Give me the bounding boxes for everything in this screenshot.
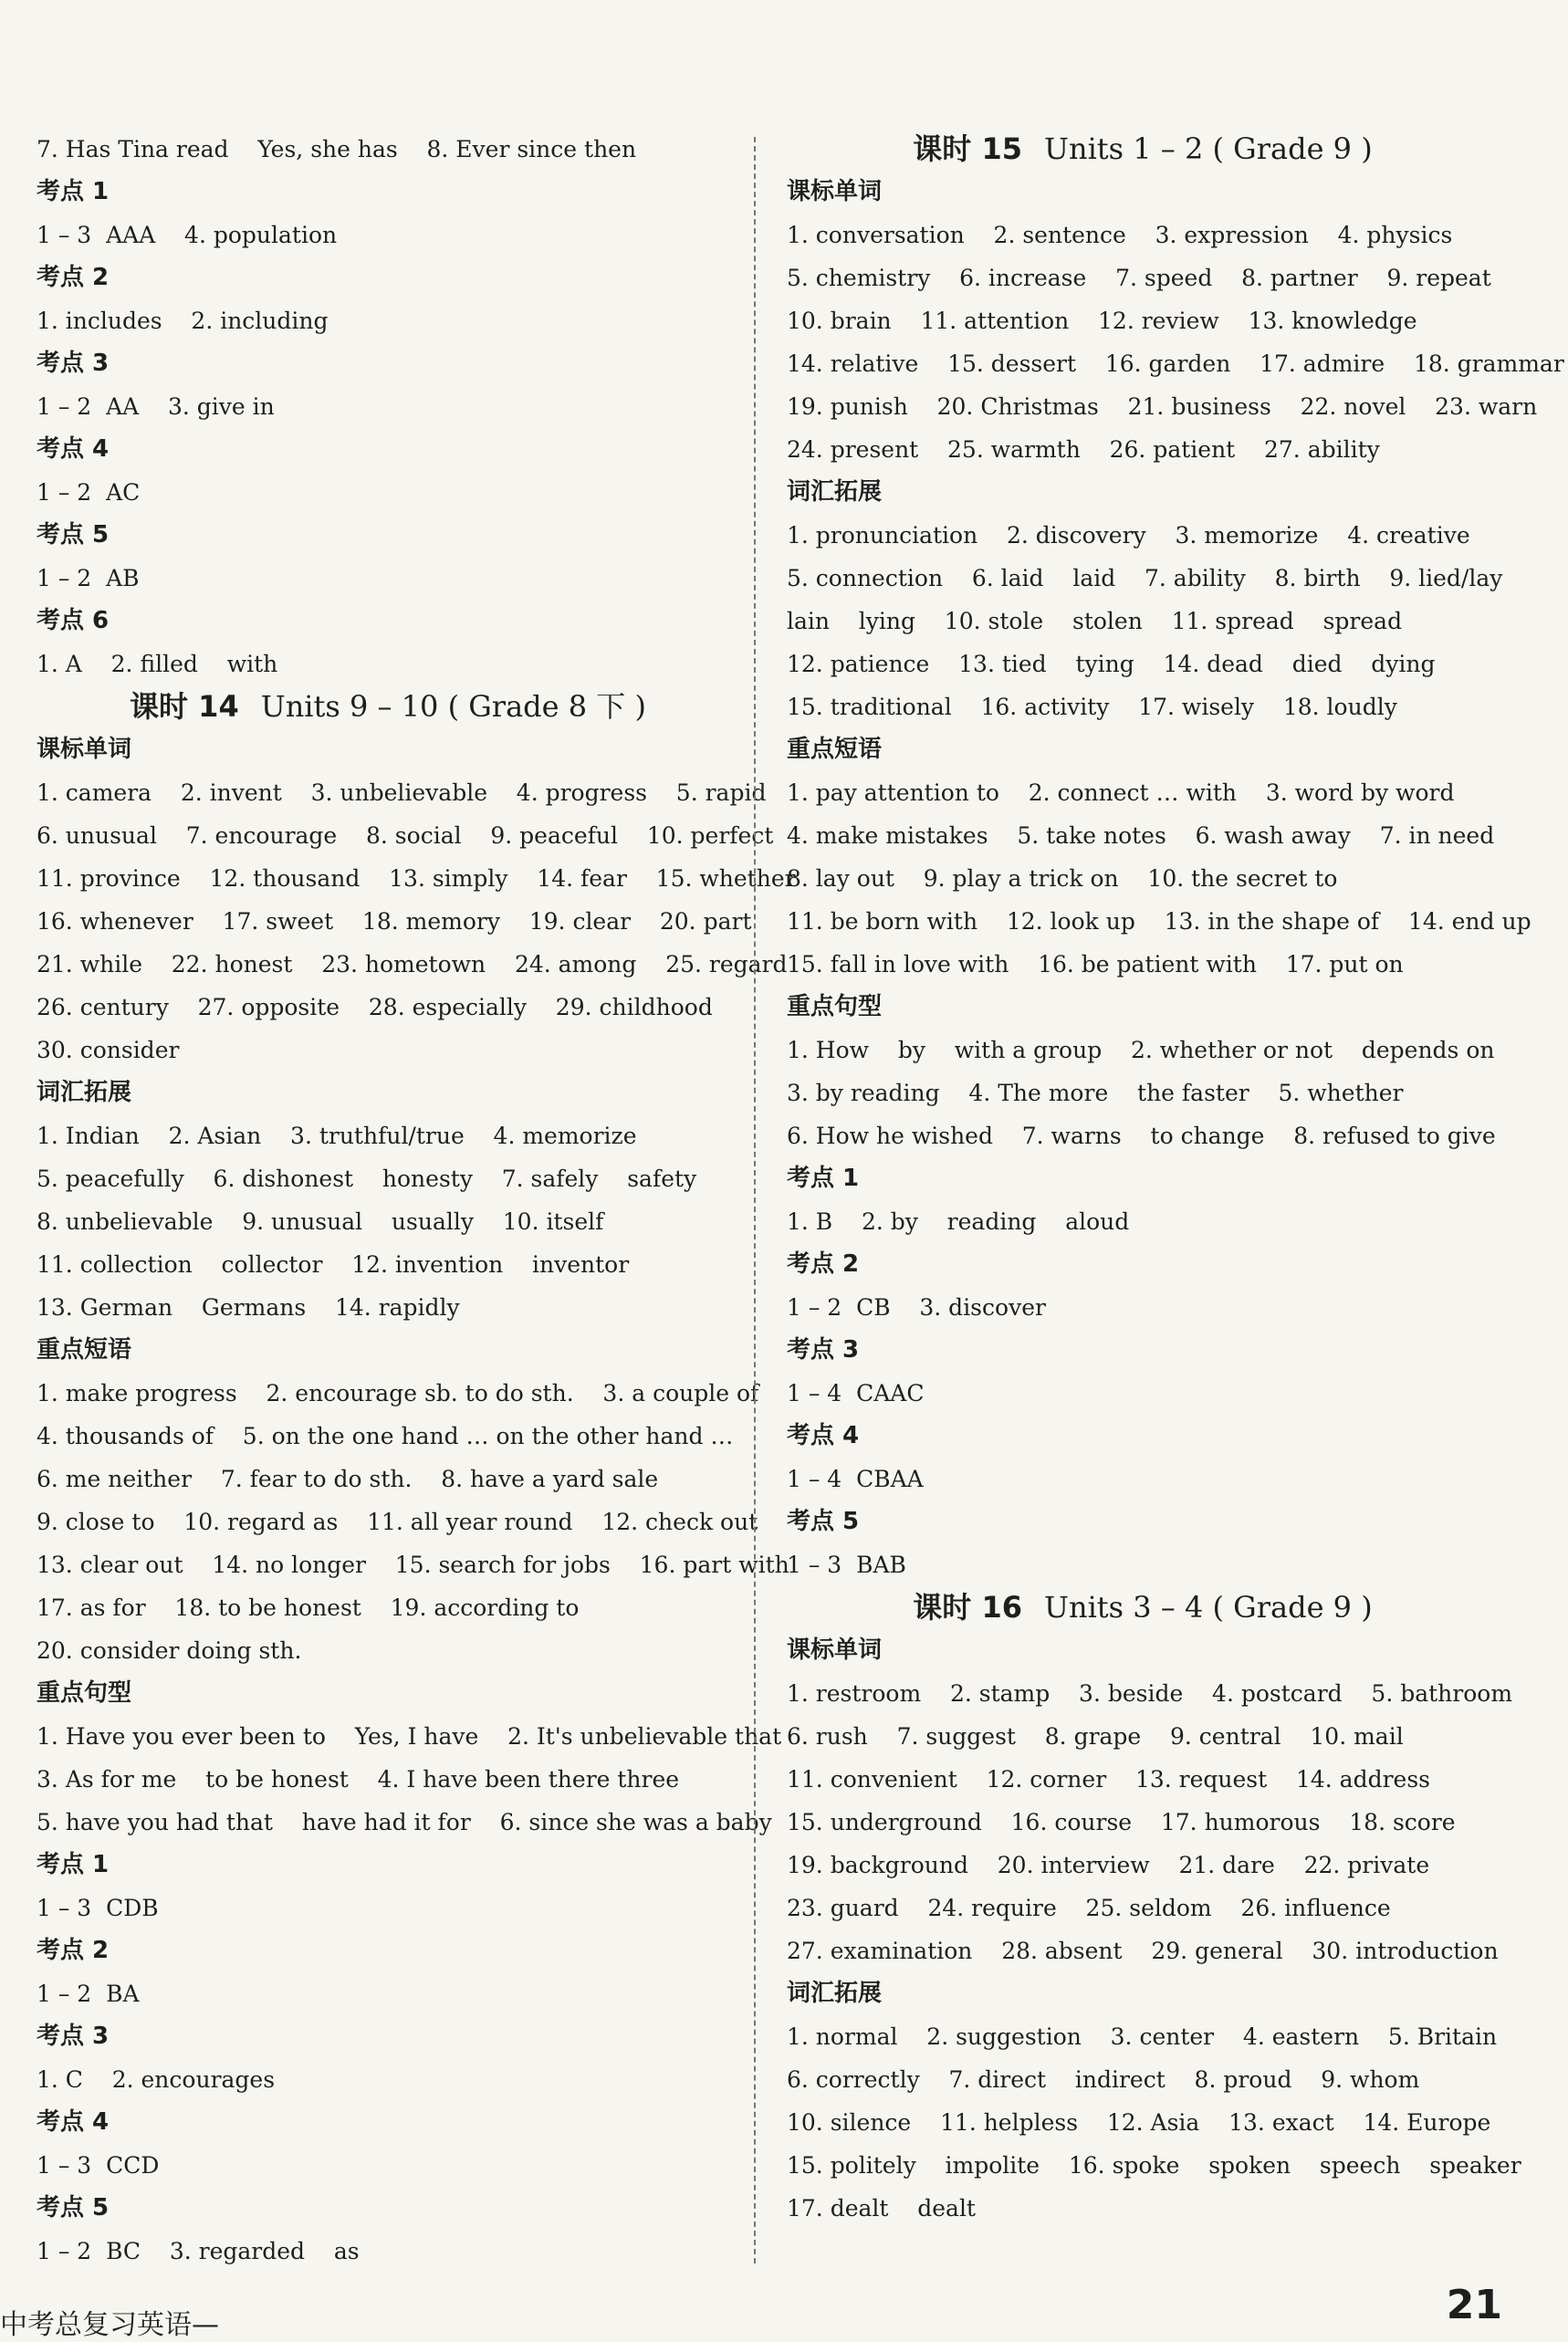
section-heading: 考点 1 (787, 1165, 860, 1192)
section-heading: 考点 1 (37, 1851, 110, 1878)
section-heading: 课标单词 (787, 1636, 883, 1664)
answer-line: 15. politely impolite 16. spoke spoken speech speaker (787, 2152, 1521, 2179)
section-heading: 考点 5 (787, 1508, 860, 1535)
answer-line: 8. lay out 9. play a trick on 10. the secret to (787, 865, 1338, 892)
answer-line: 1. includes 2. including (37, 308, 329, 334)
answer-line: 1 – 2 BA (37, 1981, 140, 2007)
answer-line: 3. by reading 4. The more the faster 5. whether (787, 1080, 1404, 1106)
section-heading: 考点 2 (37, 1937, 110, 1964)
units-label: Units 1 – 2 ( Grade 9 ) (1043, 131, 1373, 166)
answer-line: 8. unbelievable 9. unusual usually 10. itself (37, 1208, 604, 1235)
section-title (787, 128, 1499, 171)
answer-line: 1. normal 2. suggestion 3. center 4. eastern 5. Britain (787, 2023, 1498, 2050)
answer-line: lain lying 10. stole stolen 11. spread spread (787, 608, 1403, 634)
section-heading: 重点短语 (37, 1336, 132, 1364)
answer-line: 5. connection 6. laid laid 7. ability 8. birth 9. lied/lay (787, 565, 1503, 591)
answer-line: 16. whenever 17. sweet 18. memory 19. clear 20. part (37, 908, 752, 935)
answer-line: 13. clear out 14. no longer 15. search for jobs 16. part with (37, 1552, 789, 1578)
answer-line: 11. be born with 12. look up 13. in the shape of 14. end up (787, 908, 1531, 935)
answer-line: 23. guard 24. require 25. seldom 26. influence (787, 1895, 1391, 1921)
section-heading: 词汇拓展 (37, 1079, 132, 1106)
answer-line: 1. pronunciation 2. discovery 3. memorize 4. creative (787, 522, 1470, 549)
answer-line: 1 – 2 BC 3. regarded as (37, 2238, 360, 2264)
section-heading: 考点 4 (787, 1422, 860, 1449)
answer-line: 11. convenient 12. corner 13. request 14. address (787, 1766, 1430, 1793)
answer-line: 5. have you had that have had it for 6. since she was a baby (37, 1809, 772, 1835)
answer-line: 6. How he wished 7. warns to change 8. refused to give (787, 1123, 1496, 1149)
section-heading: 考点 2 (37, 264, 110, 291)
answer-line: 10. silence 11. helpless 12. Asia 13. exact 14. Europe (787, 2109, 1491, 2136)
answer-line: 1 – 3 BAB (787, 1552, 906, 1578)
answer-line: 20. consider doing sth. (37, 1637, 302, 1664)
section-heading: 词汇拓展 (787, 478, 883, 506)
footer-book-title: 中考总复习英语— (0, 2309, 219, 2341)
answer-line: 1 – 2 AB (37, 565, 140, 591)
section-heading: 重点句型 (37, 1679, 132, 1707)
section-heading: 考点 4 (37, 2108, 110, 2136)
answer-line: 1 – 2 AC (37, 479, 141, 506)
answer-line: 14. relative 15. dessert 16. garden 17. admire 18. grammar (787, 350, 1564, 377)
answer-line: 24. present 25. warmth 26. patient 27. ability (787, 436, 1380, 463)
answer-line: 5. chemistry 6. increase 7. speed 8. partner 9. repeat (787, 265, 1491, 291)
section-heading: 考点 5 (37, 2194, 110, 2222)
answer-line: 10. brain 11. attention 12. review 13. knowledge (787, 308, 1417, 334)
answer-line: 19. punish 20. Christmas 21. business 22. novel 23. warn (787, 393, 1538, 420)
answer-line: 6. me neither 7. fear to do sth. 8. have a yard sale (37, 1466, 659, 1492)
answer-line: 1. Indian 2. Asian 3. truthful/true 4. memorize (37, 1123, 637, 1149)
section-heading: 考点 3 (37, 2023, 110, 2050)
answer-line: 1. camera 2. invent 3. unbelievable 4. progress 5. rapid (37, 779, 767, 806)
answer-line: 19. background 20. interview 21. dare 22. private (787, 1852, 1430, 1878)
answer-line: 1. A 2. filled with (37, 651, 278, 677)
answer-line: 1 – 4 CBAA (787, 1466, 924, 1492)
answer-line: 30. consider (37, 1037, 180, 1063)
answer-line: 1 – 2 CB 3. discover (787, 1294, 1046, 1321)
answer-line: 1. Have you ever been to Yes, I have 2. It's unbelievable that (37, 1723, 782, 1750)
column-divider (754, 137, 756, 2264)
section-heading: 考点 6 (37, 607, 110, 634)
section-heading: 课标单词 (37, 736, 132, 763)
answer-line: 1. conversation 2. sentence 3. expression 4. physics (787, 222, 1453, 248)
answer-line: 21. while 22. honest 23. hometown 24. among 25. regard (37, 951, 788, 978)
answer-line: 7. Has Tina read Yes, she has 8. Ever since then (37, 136, 637, 162)
answer-line: 1. C 2. encourages (37, 2066, 276, 2093)
answer-line: 15. underground 16. course 17. humorous 18. score (787, 1809, 1456, 1835)
answer-line: 1 – 3 CDB (37, 1895, 159, 1921)
answer-line: 5. peacefully 6. dishonest honesty 7. safely safety (37, 1166, 697, 1192)
section-heading: 考点 3 (787, 1336, 860, 1364)
answer-line: 6. rush 7. suggest 8. grape 9. central 10. mail (787, 1723, 1404, 1750)
answer-line: 17. dealt dealt (787, 2195, 976, 2222)
units-label: Units 9 – 10 ( Grade 8 下 ) (260, 689, 646, 724)
answer-line: 3. As for me to be honest 4. I have been there three (37, 1766, 680, 1793)
answer-line: 27. examination 28. absent 29. general 30. introduction (787, 1938, 1499, 1964)
left-column (37, 128, 796, 2273)
section-heading: 重点句型 (787, 993, 883, 1020)
answer-line: 4. make mistakes 5. take notes 6. wash away 7. in need (787, 822, 1495, 849)
section-heading: 词汇拓展 (787, 1980, 883, 2007)
answer-line: 11. collection collector 12. invention inventor (37, 1251, 630, 1278)
answer-line: 15. traditional 16. activity 17. wisely 18. loudly (787, 694, 1397, 720)
lesson-label: 课时 14 (130, 689, 239, 724)
section-heading: 考点 1 (37, 178, 110, 205)
answer-line: 1. make progress 2. encourage sb. to do sth. 3. a couple of (37, 1380, 759, 1406)
answer-line: 1. How by with a group 2. whether or not depends on (787, 1037, 1495, 1063)
answer-line: 9. close to 10. regard as 11. all year round 12. check out (37, 1509, 758, 1535)
answer-line: 12. patience 13. tied tying 14. dead died dying (787, 651, 1436, 677)
answer-line: 26. century 27. opposite 28. especially 29. childhood (37, 994, 713, 1020)
lesson-label: 课时 15 (913, 131, 1022, 166)
section-heading: 课标单词 (787, 178, 883, 205)
section-heading: 考点 3 (37, 350, 110, 377)
section-heading: 考点 5 (37, 521, 110, 549)
answer-line: 1 – 4 CAAC (787, 1380, 925, 1406)
section-title (787, 1586, 1499, 1629)
answer-line: 13. German Germans 14. rapidly (37, 1294, 460, 1321)
section-title (37, 685, 739, 728)
units-label: Units 3 – 4 ( Grade 9 ) (1043, 1590, 1373, 1625)
lesson-label: 课时 16 (913, 1590, 1022, 1625)
answer-line: 6. unusual 7. encourage 8. social 9. peaceful 10. perfect (37, 822, 774, 849)
page-number: 21 (1446, 2282, 1502, 2328)
answer-line: 1. pay attention to 2. connect … with 3. word by word (787, 779, 1455, 806)
answer-line: 11. province 12. thousand 13. simply 14. fear 15. whether (37, 865, 796, 892)
answer-line: 6. correctly 7. direct indirect 8. proud 9. whom (787, 2066, 1420, 2093)
answer-line: 15. fall in love with 16. be patient with 17. put on (787, 951, 1404, 978)
right-column (787, 128, 1564, 2230)
section-heading: 重点短语 (787, 736, 883, 763)
answer-line: 4. thousands of 5. on the one hand … on the other hand … (37, 1423, 734, 1449)
answer-line: 1 – 3 AAA 4. population (37, 222, 338, 248)
answer-line: 1. restroom 2. stamp 3. beside 4. postcard 5. bathroom (787, 1680, 1513, 1707)
section-heading: 考点 2 (787, 1250, 860, 1278)
section-heading: 考点 4 (37, 435, 110, 463)
answer-line: 1. B 2. by reading aloud (787, 1208, 1130, 1235)
answer-line: 1 – 3 CCD (37, 2152, 160, 2179)
answer-line: 17. as for 18. to be honest 19. according to (37, 1594, 580, 1621)
answer-line: 1 – 2 AA 3. give in (37, 393, 275, 420)
